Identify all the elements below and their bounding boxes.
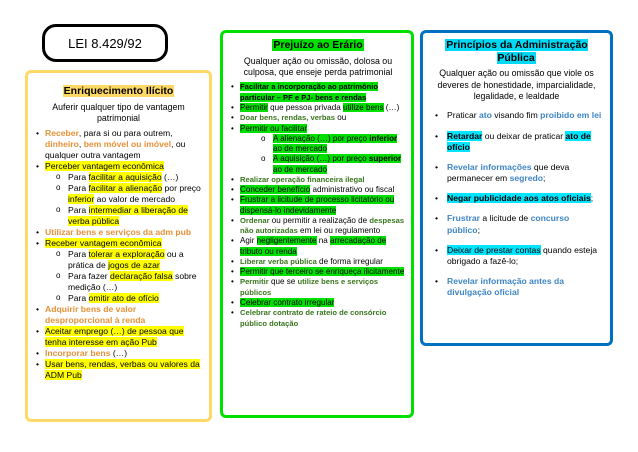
- col2-intro: Qualquer ação ou omissão, dolosa ou culposa, que enseje perda patrimonial: [243, 55, 393, 78]
- list-item: • Permitir ou facilitar: [229, 124, 407, 134]
- list-subitem: o A aquisição (…) por preço superior ao de mercado: [229, 154, 407, 175]
- col3-list: [429, 110, 604, 298]
- list-subitem: o Para intermediar a liberação de verba pública: [34, 205, 203, 227]
- col1-header: Enriquecimento Ilícito: [63, 85, 174, 97]
- list-subitem: o Para facilitar a alienação por preço inferior ao valor de mercado: [34, 183, 203, 205]
- list-item: • Usar bens, rendas, verbas ou valores da ADM Pub: [34, 359, 203, 381]
- list-subitem: o A alienação (…) por preço inferior ao de mercado: [229, 134, 407, 155]
- list-item: • Permitir que pessoa privada utilize bens (…): [229, 103, 407, 113]
- list-item: • Frustrar a licitude de processo licitatório ou dispensá-lo indevidamente: [229, 195, 407, 216]
- col3-intro: Qualquer ação ou omissão que viole os deveres de honestidade, imparcialidade, legalidade, e lealdade: [437, 68, 596, 102]
- law-title: LEI 8.429/92: [68, 35, 142, 51]
- list-item: • Celebrar contrato irregular: [229, 298, 407, 308]
- list-subitem: o Para tolerar a exploração ou a prática de jogos de azar: [34, 249, 203, 271]
- list-item: • Liberar verba pública de forma irregular: [229, 257, 407, 267]
- list-item: • Doar bens, rendas, verbas ou: [229, 113, 407, 123]
- list-subitem: o Para omitir ato de ofício: [34, 293, 203, 304]
- col2-header: Prejuízo ao Erário: [273, 39, 363, 51]
- prejuizo-erario-panel: [220, 30, 414, 418]
- list-item: • Conceder benefício administrativo ou fiscal: [229, 185, 407, 195]
- list-item: • Utilizar bens e serviços da adm pub: [34, 227, 203, 238]
- list-item: • Frustrar a licitude de concurso público;: [429, 213, 604, 235]
- list-item: • Ordenar ou permitir a realização de despesas não autorizadas em lei ou regulamento: [229, 216, 407, 237]
- list-item: • Negar publicidade aos atos oficiais;: [429, 193, 604, 204]
- principios-administracao-panel: [420, 30, 613, 346]
- law-title-box: [42, 24, 168, 62]
- list-item: • Celebrar contrato de rateio de consórcio público dotação: [229, 308, 407, 329]
- list-item: • Retardar ou deixar de praticar ato de ofício: [429, 131, 604, 153]
- list-item: • Adquirir bens de valor desproporcional à renda: [34, 304, 203, 326]
- list-item: • Receber vantagem econômica: [34, 238, 203, 249]
- list-item: • Perceber vantagem econômica: [34, 161, 203, 172]
- list-item: • Praticar ato visando fim proibido em lei: [429, 110, 604, 121]
- enriquecimento-ilicito-panel: [25, 70, 212, 422]
- list-item: • Deixar de prestar contas quando esteja obrigado a fazê-lo;: [429, 245, 604, 267]
- list-item: • Permitir que terceiro se enriqueça ilicitamente: [229, 267, 407, 277]
- list-item: • Realizar operação financeira ilegal: [229, 175, 407, 185]
- list-item: • Permitir que se utilize bens e serviços públicos: [229, 277, 407, 298]
- list-item: • Facilitar a incorporação ao patrimônio particular – PF e PJ- bens e rendas: [229, 82, 407, 103]
- col3-header: Princípios da Administração Pública: [446, 39, 588, 64]
- list-item: • Revelar informação antes da divulgação oficial: [429, 276, 604, 298]
- list-item: • Agir negligentemente na arrecadação de tributo ou renda: [229, 236, 407, 257]
- col2-list: [229, 82, 407, 328]
- list-subitem: o Para facilitar a aquisição (…): [34, 172, 203, 183]
- list-item: • Receber, para si ou para outrem, dinheiro, bem móvel ou imóvel, ou qualquer outra vantagem: [34, 128, 203, 161]
- list-item: • Aceitar emprego (…) de pessoa que tenha interesse em ação Pub: [34, 326, 203, 348]
- list-item: • Incorporar bens (…): [34, 348, 203, 359]
- list-item: • Revelar informações que deva permanecer em segredo;: [429, 162, 604, 184]
- list-subitem: o Para fazer declaração falsa sobre medição (…): [34, 271, 203, 293]
- col1-intro: Auferir qualquer tipo de vantagem patrimonial: [52, 101, 185, 124]
- col1-list: [34, 128, 203, 381]
